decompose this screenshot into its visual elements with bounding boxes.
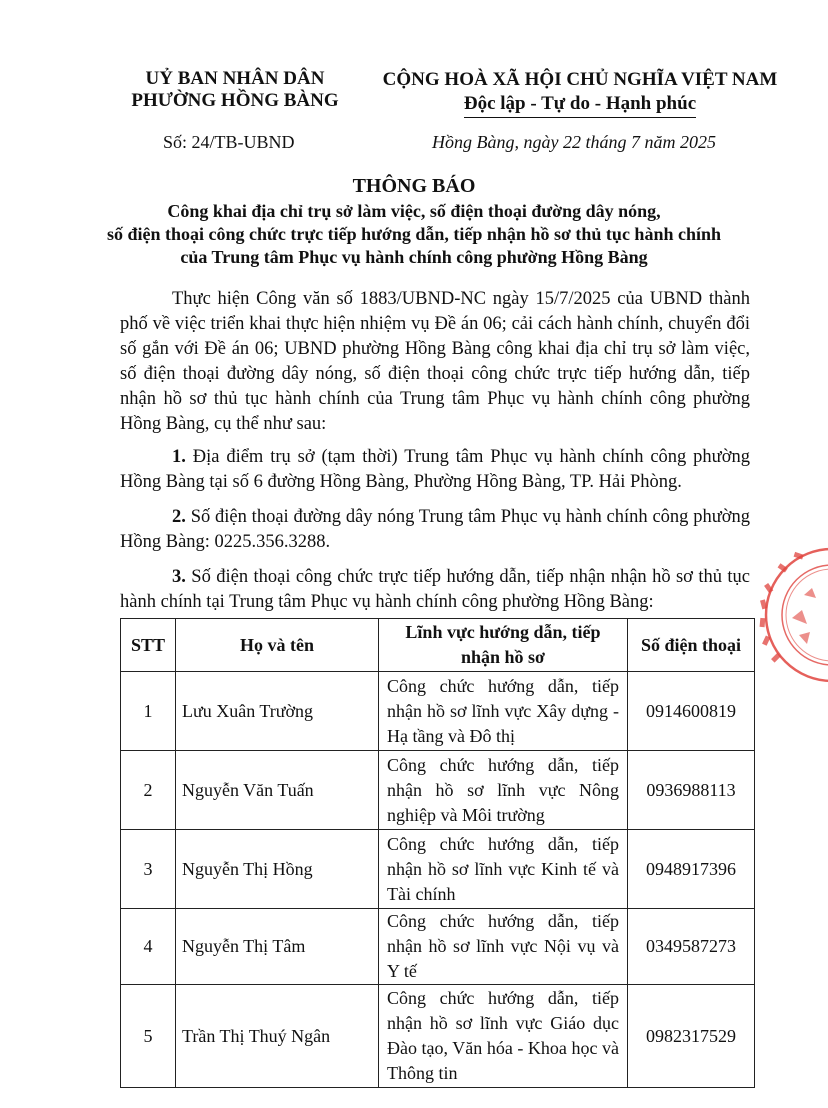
- row-field: Công chức hướng dẫn, tiếp nhận hồ sơ lĩnh vực Giáo dục Đào tạo, Văn hóa - Khoa học và Thông tin: [379, 985, 628, 1088]
- document-subtitle: [0, 200, 828, 269]
- table-row: [121, 751, 755, 830]
- country-name: CỘNG HOÀ XÃ HỘI CHỦ NGHĨA VIỆT NAM: [382, 69, 778, 90]
- row-field: Công chức hướng dẫn, tiếp nhận hồ sơ lĩnh vực Nội vụ và Y tế: [379, 909, 628, 985]
- row-stt: 5: [121, 985, 176, 1088]
- row-stt: 2: [121, 751, 176, 830]
- col-header-stt: STT: [121, 619, 176, 672]
- item-1-number: 1.: [172, 447, 186, 467]
- row-field: Công chức hướng dẫn, tiếp nhận hồ sơ lĩnh vực Xây dựng - Hạ tầng và Đô thị: [379, 672, 628, 751]
- row-name: Lưu Xuân Trường: [176, 672, 379, 751]
- table-row: [121, 909, 755, 985]
- document-date: Hồng Bàng, ngày 22 tháng 7 năm 2025: [432, 132, 716, 152]
- item-1: [120, 445, 750, 495]
- authority-line-2: PHƯỜNG HỒNG BÀNG: [131, 90, 339, 111]
- item-1-text: Địa điểm trụ sở (tạm thời) Trung tâm Phục vụ hành chính công phường Hồng Bàng tại số 6 đường Hồng Bàng, Phường Hồng Bàng, TP. Hải Phòng.: [120, 447, 750, 492]
- row-field: Công chức hướng dẫn, tiếp nhận hồ sơ lĩnh vực Kinh tế và Tài chính: [379, 830, 628, 909]
- col-header-name: Họ và tên: [176, 619, 379, 672]
- official-seal-icon: [752, 540, 828, 690]
- document-number: Số: 24/TB-UBND: [163, 132, 295, 152]
- authority-line-1: UỶ BAN NHÂN DÂN: [145, 68, 325, 89]
- col-header-phone: Số điện thoại: [628, 619, 755, 672]
- issuing-authority: [130, 68, 340, 112]
- table-row: [121, 672, 755, 751]
- item-2-text: Số điện thoại đường dây nóng Trung tâm Phục vụ hành chính công phường Hồng Bàng: 0225.356.3288.: [120, 507, 751, 552]
- row-stt: 1: [121, 672, 176, 751]
- row-stt: 4: [121, 909, 176, 985]
- item-3: [120, 565, 750, 615]
- subtitle-line-2: số điện thoại công chức trực tiếp hướng dẫn, tiếp nhận hồ sơ thủ tục hành chính: [107, 224, 721, 244]
- table-row: [121, 830, 755, 909]
- row-name: Nguyễn Thị Hồng: [176, 830, 379, 909]
- row-phone: 0948917396: [628, 830, 755, 909]
- item-2-number: 2.: [172, 507, 186, 527]
- staff-contact-table: [120, 618, 755, 1088]
- national-motto: Độc lập - Tự do - Hạnh phúc: [464, 92, 696, 118]
- item-3-number: 3.: [172, 567, 186, 587]
- row-field: Công chức hướng dẫn, tiếp nhận hồ sơ lĩnh vực Nông nghiệp và Môi trường: [379, 751, 628, 830]
- item-2: [120, 505, 750, 555]
- subtitle-line-3: của Trung tâm Phục vụ hành chính công phường Hồng Bàng: [180, 247, 648, 267]
- national-header: [380, 68, 780, 118]
- row-phone: 0349587273: [628, 909, 755, 985]
- row-name: Nguyễn Văn Tuấn: [176, 751, 379, 830]
- table-header-row: [121, 619, 755, 672]
- subtitle-line-1: Công khai địa chỉ trụ sở làm việc, số điện thoại đường dây nóng,: [167, 201, 661, 221]
- item-3-text: Số điện thoại công chức trực tiếp hướng dẫn, tiếp nhận nhận hồ sơ thủ tục hành chính tại Trung tâm Phục vụ hành chính công phường Hồng Bàng:: [120, 567, 751, 612]
- row-name: Trần Thị Thuý Ngân: [176, 985, 379, 1088]
- col-header-field: Lĩnh vực hướng dẫn, tiếp nhận hồ sơ: [379, 619, 628, 672]
- intro-paragraph: Thực hiện Công văn số 1883/UBND-NC ngày 15/7/2025 của UBND thành phố về việc triển khai thực hiện nhiệm vụ Đề án 06; cải cách hành chính, chuyển đổi số gắn với Đề án 06; UBND phường Hồng Bàng công khai địa chỉ trụ sở làm việc, số điện thoại đường dây nóng, số điện thoại công chức trực tiếp hướng dẫn, tiếp nhận hồ sơ thủ tục hành chính của Trung tâm Phục vụ hành chính công phường Hồng Bàng, cụ thể như sau:: [120, 289, 750, 434]
- row-phone: 0936988113: [628, 751, 755, 830]
- row-name: Nguyễn Thị Tâm: [176, 909, 379, 985]
- row-phone: 0914600819: [628, 672, 755, 751]
- document-title: THÔNG BÁO: [352, 175, 476, 197]
- row-phone: 0982317529: [628, 985, 755, 1088]
- table-row: [121, 985, 755, 1088]
- row-stt: 3: [121, 830, 176, 909]
